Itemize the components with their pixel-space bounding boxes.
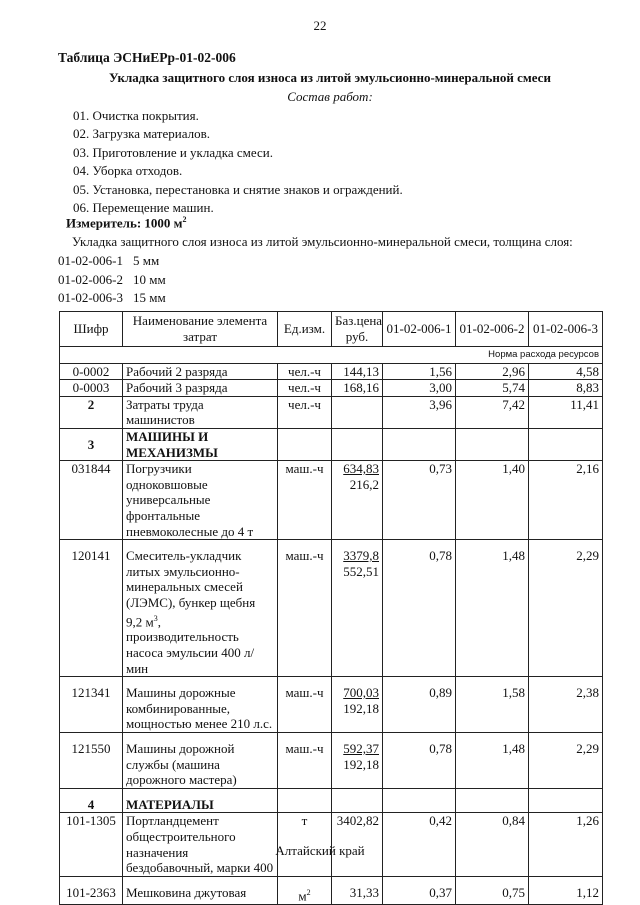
cell-variant-2: 5,74 (456, 380, 529, 397)
price-wage: 192,18 (343, 700, 379, 716)
table-row (60, 876, 603, 904)
cell-variant-3: 11,41 (529, 396, 603, 428)
work-composition-heading: Состав работ: (287, 89, 373, 104)
measurement-unit-power: 2 (182, 215, 187, 224)
table-id: Таблица ЭСНиЕРр-01-02-006 (58, 50, 236, 65)
cell-variant-3: 8,83 (529, 380, 603, 397)
table-row (60, 540, 603, 677)
cell-variant-2: 1,48 (456, 540, 529, 677)
variant-value: 10 мм (133, 271, 166, 287)
section-row-machines (60, 428, 603, 460)
work-item: 03. Приготовление и укладка смеси. (73, 144, 273, 160)
cell-name: Рабочий 2 разряда (123, 363, 278, 380)
table-row (60, 732, 603, 788)
variant-code: 01-02-006-2 (58, 271, 123, 287)
work-item: 06. Перемещение машин. (73, 199, 214, 215)
section-title: МАШИНЫ И МЕХАНИЗМЫ (123, 428, 278, 460)
cell-unit: т (278, 813, 332, 876)
cell-variant-2: 1,58 (456, 677, 529, 733)
cell-unit: чел.-ч (278, 363, 332, 380)
cell-price (332, 732, 383, 788)
page-number: 22 (313, 18, 327, 33)
cell-variant-2: 1,40 (456, 461, 529, 540)
price-total: 3379,8 (343, 548, 379, 564)
cell-price: 31,33 (332, 876, 383, 904)
resource-norms-table (59, 311, 603, 905)
variant-list (58, 252, 166, 308)
section-row-materials (60, 788, 603, 813)
cell-unit: чел.-ч (278, 380, 332, 397)
table-row (60, 363, 603, 380)
variant-item (58, 271, 166, 290)
table-row (60, 461, 603, 540)
cell-name: Портландцемент общестроительного назначения бездобавочный, марки 400 (123, 813, 278, 876)
cell-price: 3402,82 (332, 813, 383, 876)
header-name: Наименование элемента затрат (123, 312, 278, 347)
cell-variant-1: 0,78 (383, 732, 456, 788)
cell-name: Мешковина джутовая (123, 876, 278, 904)
cell-price (332, 461, 383, 540)
cell-variant-1: 0,42 (383, 813, 456, 876)
cell-unit-text: м (298, 888, 307, 904)
work-item: 01. Очистка покрытия. (73, 108, 199, 123)
header-code: Шифр (60, 312, 123, 347)
price-total: 700,03 (343, 685, 379, 701)
cell-variant-1: 1,56 (383, 363, 456, 380)
measurement-unit-label: Измеритель: 1000 м (66, 215, 183, 231)
cell-variant-2: 2,96 (456, 363, 529, 380)
norm-note-row (60, 347, 603, 364)
cell-variant-3: 1,12 (529, 876, 603, 904)
cell-unit-power: 2 (306, 887, 311, 897)
cell-variant-3: 4,58 (529, 363, 603, 380)
cell-name: Погрузчики одноковшовые универсальные фронтальные пневмоколесные до 4 т (123, 461, 278, 540)
cell-variant-1: 0,73 (383, 461, 456, 540)
cell-unit: маш.-ч (278, 732, 332, 788)
cell-code: 0-0002 (60, 363, 123, 380)
cell-price: 144,13 (332, 363, 383, 380)
header-variant-3: 01-02-006-3 (529, 312, 603, 347)
cell-variant-1: 3,00 (383, 380, 456, 397)
cell-code: 031844 (60, 461, 123, 540)
region-footer: Алтайский край (275, 843, 365, 858)
section-title: МАТЕРИАЛЫ (123, 788, 278, 813)
cell-unit: маш.-ч (278, 461, 332, 540)
cell-name: Затраты труда машинистов (123, 396, 278, 428)
norm-note: Норма расхода ресурсов (60, 347, 603, 364)
table-header-row (60, 312, 603, 347)
cell-variant-3: 2,38 (529, 677, 603, 733)
cell-price: 168,16 (332, 380, 383, 397)
cell-variant-3: 2,16 (529, 461, 603, 540)
cell-price (332, 677, 383, 733)
cell-name-tail: , производительность насоса эмульсии 400 л/мин (126, 613, 255, 676)
header-price: Баз.цена руб. (332, 312, 383, 347)
variant-item (58, 252, 166, 271)
cell-variant-3: 2,29 (529, 540, 603, 677)
header-unit: Ед.изм. (278, 312, 332, 347)
cell-variant-2: 0,75 (456, 876, 529, 904)
cell-variant-3: 2,29 (529, 732, 603, 788)
cell-unit: чел.-ч (278, 396, 332, 428)
cell-code: 120141 (60, 540, 123, 677)
variant-value: 5 мм (133, 253, 160, 268)
cell-name-power: 3 (153, 613, 158, 623)
table-row (60, 677, 603, 733)
cell-variant-1: 0,37 (383, 876, 456, 904)
variant-value: 15 мм (133, 290, 166, 305)
header-variant-1: 01-02-006-1 (383, 312, 456, 347)
cell-name (123, 540, 278, 677)
variant-code: 01-02-006-3 (58, 290, 123, 305)
cell-price (332, 540, 383, 677)
cell-price (332, 396, 383, 428)
cell-code: 101-2363 (60, 876, 123, 904)
section-code: 4 (60, 788, 123, 813)
measurement-unit (66, 215, 187, 231)
cell-code: 121550 (60, 732, 123, 788)
cell-name: Машины дорожные комбинированные, мощностью менее 210 л.с. (123, 677, 278, 733)
price-wage: 192,18 (343, 756, 379, 772)
cell-variant-1: 3,96 (383, 396, 456, 428)
cell-name: Рабочий 3 разряда (123, 380, 278, 397)
cell-code: 101-1305 (60, 813, 123, 876)
table-row (60, 380, 603, 397)
cell-name: Машины дорожной службы (машина дорожного мастера) (123, 732, 278, 788)
cell-variant-2: 7,42 (456, 396, 529, 428)
cell-variant-1: 0,78 (383, 540, 456, 677)
cell-unit: маш.-ч (278, 677, 332, 733)
cell-variant-3: 1,26 (529, 813, 603, 876)
price-total: 634,83 (343, 461, 379, 477)
cell-code: 0-0003 (60, 380, 123, 397)
labor-total-row (60, 396, 603, 428)
cell-variant-2: 1,48 (456, 732, 529, 788)
header-variant-2: 01-02-006-2 (456, 312, 529, 347)
variant-code: 01-02-006-1 (58, 253, 123, 268)
work-item: 05. Установка, перестановка и снятие знаков и ограждений. (73, 181, 403, 197)
intro-text: Укладка защитного слоя износа из литой эмульсионно-минеральной смеси, толщина слоя: (72, 234, 573, 249)
cell-unit: маш.-ч (278, 540, 332, 677)
price-wage: 216,2 (349, 476, 379, 492)
work-item: 04. Уборка отходов. (73, 163, 183, 179)
section-code: 3 (60, 428, 123, 460)
variant-item (58, 289, 166, 308)
price-total: 592,37 (343, 740, 379, 756)
price-wage: 552,51 (343, 563, 379, 579)
table-title: Укладка защитного слоя износа из литой эмульсионно-минеральной смеси (109, 70, 551, 85)
cell-code: 121341 (60, 677, 123, 733)
cell-variant-2: 0,84 (456, 813, 529, 876)
cell-name-text: Смеситель-укладчик литых эмульсионно-минеральных смесей (ЛЭМС), бункер щебня 9,2 м (126, 548, 256, 629)
cell-code: 2 (60, 396, 123, 428)
work-item: 02. Загрузка материалов. (73, 126, 210, 142)
cell-unit (278, 876, 332, 904)
work-composition-list (73, 107, 403, 217)
cell-variant-1: 0,89 (383, 677, 456, 733)
